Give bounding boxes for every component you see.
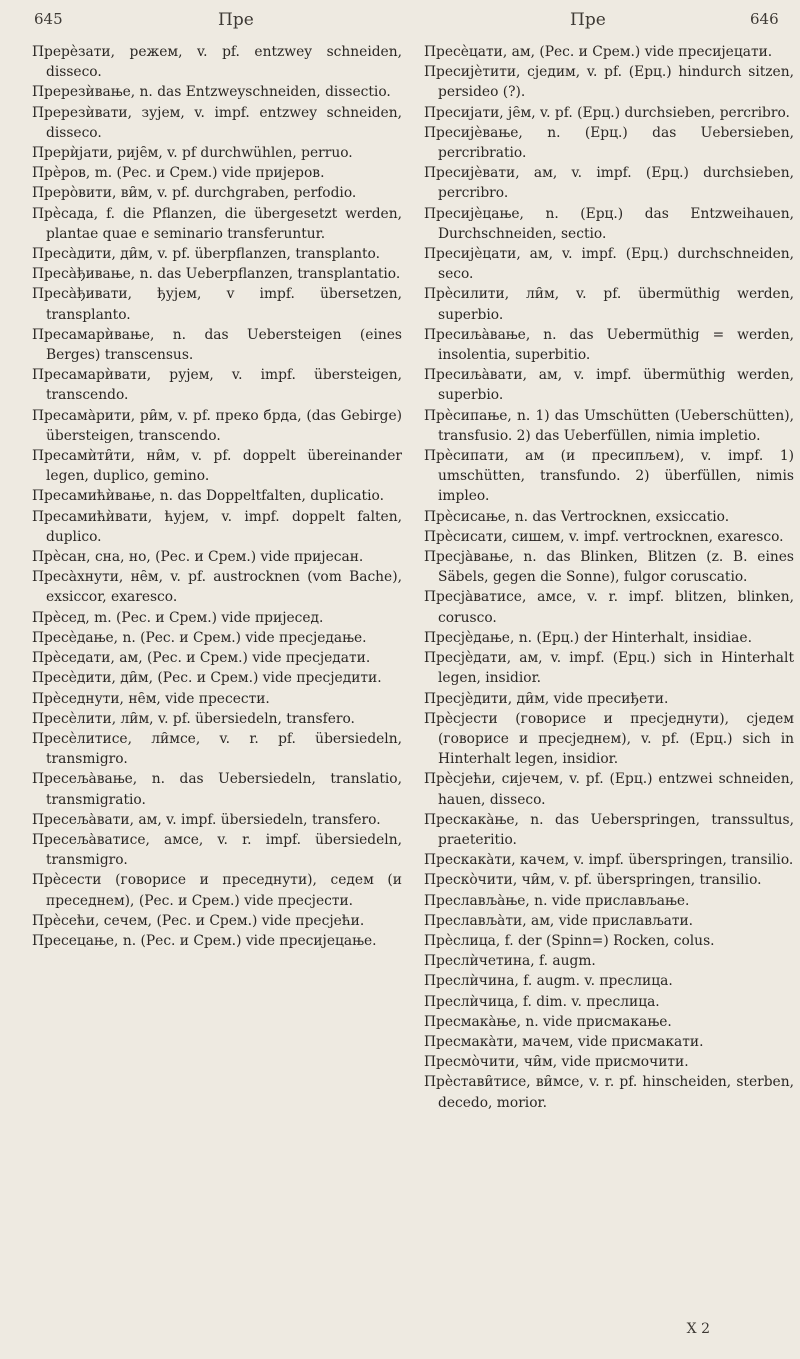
dictionary-entry: Пресјѐдити, ди̑м, vide пресиђети.	[424, 690, 669, 707]
right-column	[424, 42, 794, 1342]
dictionary-entry: Пресецање, n. (Рес. и Срем.) vide пресијецање.	[32, 932, 377, 949]
dictionary-entry: Пресјѐдати, ам, v. impf. (Ерц.) sich in Hinterhalt legen, insidior.	[424, 650, 794, 687]
dictionary-entry: Прѐсјести (говорисе и пресједнути), сједем (говорисе и пресједнем), v. pf. (Ерц.) sich in Hinterhalt legen, insidior.	[424, 710, 794, 768]
dictionary-entry: Прѐсилити, ли̑м, v. pf. übermüthig werden, superbio.	[424, 286, 794, 323]
dictionary-entry: Преса̀ђивање, n. das Ueberpflanzen, transplantatio.	[32, 266, 401, 283]
dictionary-entry: Прѐслица, f. der (Spinn=) Rocken, colus.	[424, 932, 715, 949]
dictionary-entry: Пререзѝвати, зујем, v. impf. entzwey schneiden, disseco.	[32, 104, 402, 141]
dictionary-entry: Прескака̀ње, n. das Ueberspringen, transsultus, praeteritio.	[424, 811, 794, 848]
dictionary-entry: Преслѝчетина, f. augm.	[424, 953, 596, 970]
dictionary-entry: Пресијѐцати, ам, v. impf. (Ерц.) durchschneiden, seco.	[424, 246, 794, 283]
entry-columns	[32, 42, 794, 1342]
dictionary-entry: Прѐстави̑тисе, ви̑мсе, v. r. pf. hinscheiden, sterben, decedo, morior.	[424, 1074, 794, 1111]
dictionary-entry: Пресамићѝвање, n. das Doppeltfalten, duplicatio.	[32, 488, 384, 505]
dictionary-entry: Прерòвити, ви̑м, v. pf. durchgraben, perfodio.	[32, 185, 357, 202]
dictionary-entry: Прѐсисање, n. das Vertrocknen, exsiccatio.	[424, 508, 730, 525]
dictionary-entry: Прескòчити, чи̑м, v. pf. überspringen, transilio.	[424, 872, 762, 889]
dictionary-entry: Пресијѐтити, сједим, v. pf. (Ерц.) hindurch sitzen, persideo (?).	[424, 64, 794, 101]
dictionary-entry: Пресјѐдање, n. (Ерц.) der Hinterhalt, insidiae.	[424, 629, 752, 646]
dictionary-entry: Прѐсјећи, сијечем, v. pf. (Ерц.) entzwei schneiden, hauen, disseco.	[424, 771, 794, 808]
dictionary-entry: Прѐсисати, сишем, v. impf. vertrocknen, exaresco.	[424, 528, 784, 545]
dictionary-entry: Пресмака̀ње, n. vide присмакање.	[424, 1013, 672, 1030]
dictionary-entry: Прѐседати, ам, (Рес. и Срем.) vide пресједати.	[32, 650, 371, 667]
dictionary-entry: Пресја̀вање, n. das Blinken, Blitzen (z. B. eines Säbels, gegen die Sonne), fulgor coruscatio.	[424, 549, 794, 586]
dictionary-entry: Прѐсан, сна, но, (Рес. и Срем.) vide пријесан.	[32, 549, 364, 566]
dictionary-entry: Пресѐлити, ли̑м, v. pf. übersiedeln, transfero.	[32, 710, 355, 727]
dictionary-entry: Пресамићѝвати, ћујем, v. impf. doppelt falten, duplico.	[32, 508, 402, 545]
signature-mark: X 2	[686, 1321, 710, 1337]
dictionary-entry: Прѐсећи, сечем, (Рес. и Срем.) vide пресјећи.	[32, 912, 365, 929]
dictionary-entry: Пресеља̀вање, n. das Uebersiedeln, translatio, transmigratio.	[32, 771, 402, 808]
dictionary-entry: Прѐсада, f. die Pflanzen, die übergesetzt werden, plantae quae e seminario transferuntur.	[32, 205, 402, 242]
dictionary-entry: Пресијѐвање, n. (Ерц.) das Uebersieben, percribratio.	[424, 124, 794, 162]
dictionary-entry: Прѐсипати, ам (и пресипљем), v. impf. 1) umschütten, transfundo. 2) überfüllen, nimis impleo.	[424, 448, 794, 505]
dictionary-entry: Пресијати, је̑м, v. pf. (Ерц.) durchsieben, percribro.	[424, 104, 790, 121]
dictionary-entry: Пресмòчити, чи̑м, vide присмочити.	[424, 1054, 689, 1071]
dictionary-entry: Преслѝчица, f. dim. v. преслица.	[424, 993, 660, 1010]
dictionary-entry: Пресѐдање, n. (Рес. и Срем.) vide пресједање.	[32, 629, 367, 646]
left-column	[32, 42, 402, 1342]
dictionary-entry: Преса̀дити, ди̑м, v. pf. überpflanzen, transplanto.	[32, 246, 381, 263]
left-page-number: 645	[34, 10, 63, 28]
dictionary-entry: Прерѐзати, режем, v. pf. entzwey schneiden, disseco.	[32, 44, 402, 81]
dictionary-entry: Пресеља̀вати, ам, v. impf. übersiedeln, transfero.	[32, 811, 381, 828]
dictionary-entry: Пресијѐвати, ам, v. impf. (Ерц.) durchsieben, percribro.	[424, 165, 794, 202]
dictionary-entry: Пресја̀ватисе, амсе, v. r. impf. blitzen, blinken, corusco.	[424, 589, 794, 626]
dictionary-entry: Преса̀хнути, не̑м, v. pf. austrocknen (vom Bache), exsiccor, exaresco.	[32, 569, 402, 606]
dictionary-entry: Пререзѝвање, n. das Entzweyschneiden, dissectio.	[32, 84, 391, 101]
dictionary-entry: Прѐров, m. (Рес. и Срем.) vide пријеров.	[32, 165, 325, 182]
dictionary-entry: Пресамѝти̑ти, ни̑м, v. pf. doppelt übereinander legen, duplico, gemino.	[32, 448, 402, 485]
dictionary-entry: Преслѝчина, f. augm. v. преслица.	[424, 973, 673, 990]
right-running-head: Пре	[570, 10, 606, 30]
dictionary-entry: Пресамарѝвати, рујем, v. impf. übersteigen, transcendo.	[32, 367, 402, 404]
dictionary-entry: Пресиља̀вати, ам, v. impf. übermüthig werden, superbio.	[424, 367, 794, 404]
dictionary-entry: Пресама̀рити, ри̑м, v. pf. преко брда, (das Gebirge) übersteigen, transcendo.	[32, 407, 402, 444]
dictionary-entry: Пресамарѝвање, n. das Uebersteigen (eines Berges) transcensus.	[32, 326, 402, 364]
dictionary-entry: Преса̀ђивати, ђујем, v impf. übersetzen, transplanto.	[32, 286, 402, 323]
left-running-head: Пре	[218, 10, 254, 30]
dictionary-entry: Прерѝјати, рије̑м, v. pf durchwühlen, perruo.	[32, 145, 353, 162]
dictionary-entry: Пресѐлитисе, ли̑мсе, v. r. pf. übersiedeln, transmigro.	[32, 730, 402, 768]
dictionary-entry: Пресѐцати, ам, (Рес. и Срем.) vide пресијецати.	[424, 44, 773, 60]
dictionary-entry: Преславља̀ње, n. vide прислављање.	[424, 892, 690, 909]
dictionary-entry: Пресеља̀ватисе, амсе, v. r. impf. übersiedeln, transmigro.	[32, 831, 402, 869]
dictionary-entry: Прѐсипање, n. 1) das Umschütten (Ueberschütten), transfusio. 2) das Ueberfüllen, nimia impletio.	[424, 407, 794, 444]
dictionary-entry: Прѐсести (говорисе и преседнути), седем (и преседнем), (Рес. и Срем.) vide пресјести.	[32, 872, 402, 909]
dictionary-entry: Прескака̀ти, качем, v. impf. überspringen, transilio.	[424, 852, 794, 869]
right-page-number: 646	[750, 10, 779, 28]
dictionary-entry: Пресмака̀ти, мачем, vide присмакати.	[424, 1033, 704, 1050]
dictionary-entry: Пресиља̀вање, n. das Uebermüthig = werden, insolentia, superbitio.	[424, 326, 794, 364]
dictionary-entry: Прѐседнути, не̑м, vide пресести.	[32, 690, 270, 707]
dictionary-entry: Пресѐдити, ди̑м, (Рес. и Срем.) vide пресједити.	[32, 670, 382, 687]
dictionary-entry: Преславља̀ти, ам, vide прислављати.	[424, 912, 694, 929]
dictionary-entry: Пресијѐцање, n. (Ерц.) das Entzweihauen, Durchschneiden, sectio.	[424, 205, 794, 242]
dictionary-entry: Прѐсед, m. (Рес. и Срем.) vide пријесед.	[32, 609, 324, 626]
